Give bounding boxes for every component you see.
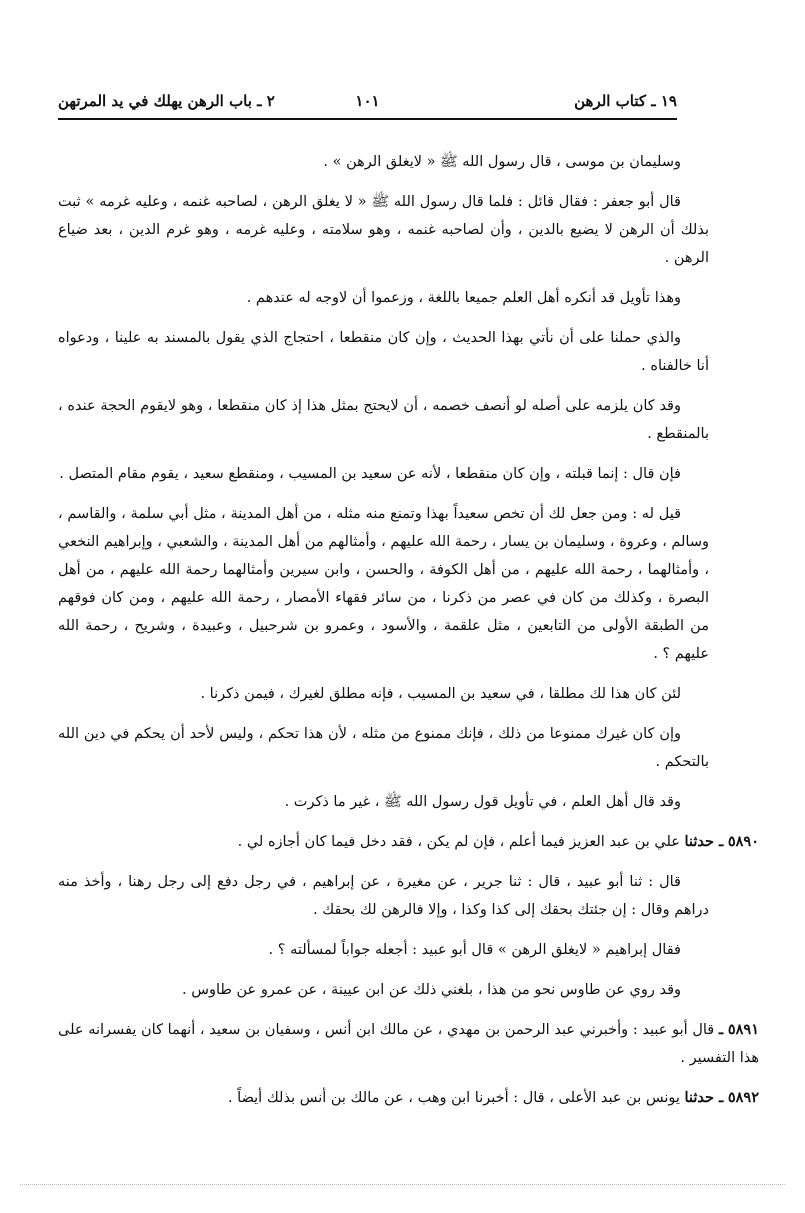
hadith-keyword: ـ حدثنا	[684, 1089, 724, 1106]
paragraph: قيل له : ومن جعل لك أن تخص سعيداً بهذا وتمنع منه مثله ، من أهل المدينة ، مثل أبي سلمة ، والقاسم ، وسالم ، وعروة ، وسليمان بن يسار ، رحمة الله عليهم ، وأمثالهم من أهل المدينة ، والشعبي ، وإبراهيم النخعي ، وأمثالهما ، رحمة الله عليهم ، من أهل الكوفة ، والحسن ، وابن سيرين وأمثالهما رحمة الله عليهم ، من أهل البصرة ، وكذلك من كان في عصر من ذكرنا ، من سائر فقهاء الأمصار ، رحمة الله عليهم ، ومن كان فوقهم من الطبقة الأولى من التابعين ، مثل علقمة ، والأسود ، وعمرو بن شرحبيل ، وعبيدة ، وشريح ، رحمة الله عليهم ؟ .	[58, 506, 709, 662]
page-body	[58, 148, 760, 1124]
paragraph: وقد قال أهل العلم ، في تأويل قول رسول الله ﷺ ، غير ما ذكرت .	[284, 794, 681, 810]
hadith-keyword: ـ حدثنا	[684, 833, 724, 850]
hadith-5891	[58, 1016, 759, 1072]
paragraph: قال أبو جعفر : فقال قائل : فلما قال رسول الله ﷺ « لا يغلق الرهن ، لصاحبه غنمه ، وعليه غرمه » ثبت بذلك أن الرهن لا يضيع بالدين ، وأن لصاحبه غنمه ، وهو سلامته ، وعليه غرمه ، وهو غرم الدين ، بعد ضياع الرهن .	[58, 194, 709, 266]
paragraph: وسليمان بن موسى ، قال رسول الله ﷺ « لايغلق الرهن » .	[323, 154, 681, 170]
hadith-text: يونس بن عبد الأعلى ، قال : أخبرنا ابن وهب ، عن مالك بن أنس بذلك أيضاً .	[227, 1090, 680, 1106]
hadith-keyword: ـ	[718, 1021, 724, 1038]
page-number: ١٠١	[355, 92, 380, 110]
paragraph: فقال إبراهيم « لايغلق الرهن » قال أبو عبيد : أجعله جواباً لمسألته ؟ .	[268, 942, 681, 958]
paragraph: قال : ثنا أبو عبيد ، قال : ثنا جرير ، عن مغيرة ، عن إبراهيم ، في رجل دفع إلى رجل رهنا ، وأخذ منه دراهم وقال : إن جئتك بحقك إلى كذا وكذا ، وإلا فالرهن لك بحقك .	[58, 874, 709, 918]
paragraph: وقد روي عن طاوس نحو من هذا ، بلغني ذلك عن ابن عيينة ، عن عمرو عن طاوس .	[182, 982, 681, 998]
hadith-5892	[58, 1084, 759, 1112]
paragraph: وقد كان يلزمه على أصله لو أنصف خصمه ، أن لايحتج بمثل هذا إذ كان منقطعا ، وهو لايقوم الحجة عنده ، بالمنقطع .	[58, 398, 709, 442]
paragraph: وهذا تأويل قد أنكره أهل العلم جميعا باللغة ، وزعموا أن لاوجه له عندهم .	[246, 290, 681, 306]
paragraph: فإن قال : إنما قبلته ، وإن كان منقطعا ، لأنه عن سعيد بن المسيب ، ومنقطع سعيد ، يقوم مقام المتصل .	[59, 466, 681, 482]
hadith-text: علي بن عبد العزيز فيما أعلم ، فإن لم يكن ، فقد دخل فيما كان أجازه لي .	[237, 834, 680, 850]
paragraph: لئن كان هذا لك مطلقا ، في سعيد بن المسيب ، فإنه مطلق لغيرك ، فيمن ذكرنا .	[200, 686, 681, 702]
paragraph: والذي حملنا على أن نأتي بهذا الحديث ، وإن كان منقطعا ، احتجاج الذي يقول بالمسند به علينا ، ودعواه أنا خالفناه .	[58, 330, 709, 374]
chapter-title: ١٩ ـ كتاب الرهن	[574, 92, 677, 110]
hadith-number: ٥٨٩٠	[727, 833, 759, 850]
hadith-5890	[58, 828, 759, 856]
paragraph: وإن كان غيرك ممنوعا من ذلك ، فإنك ممنوع من مثله ، لأن هذا تحكم ، وليس لأحد أن يحكم في دين الله بالتحكم .	[58, 726, 709, 770]
hadith-text: قال أبو عبيد : وأخبرني عبد الرحمن بن مهدي ، عن مالك ابن أنس ، وسفيان بن سعيد ، أنهما كان يفسرانه على هذا التفسير .	[58, 1022, 759, 1066]
running-header	[58, 88, 677, 120]
scan-edge-line	[20, 1184, 785, 1185]
hadith-number: ٥٨٩١	[727, 1021, 760, 1038]
section-title: ٢ ـ باب الرهن يهلك في يد المرتهن	[58, 92, 275, 110]
hadith-number: ٥٨٩٢	[727, 1089, 759, 1106]
